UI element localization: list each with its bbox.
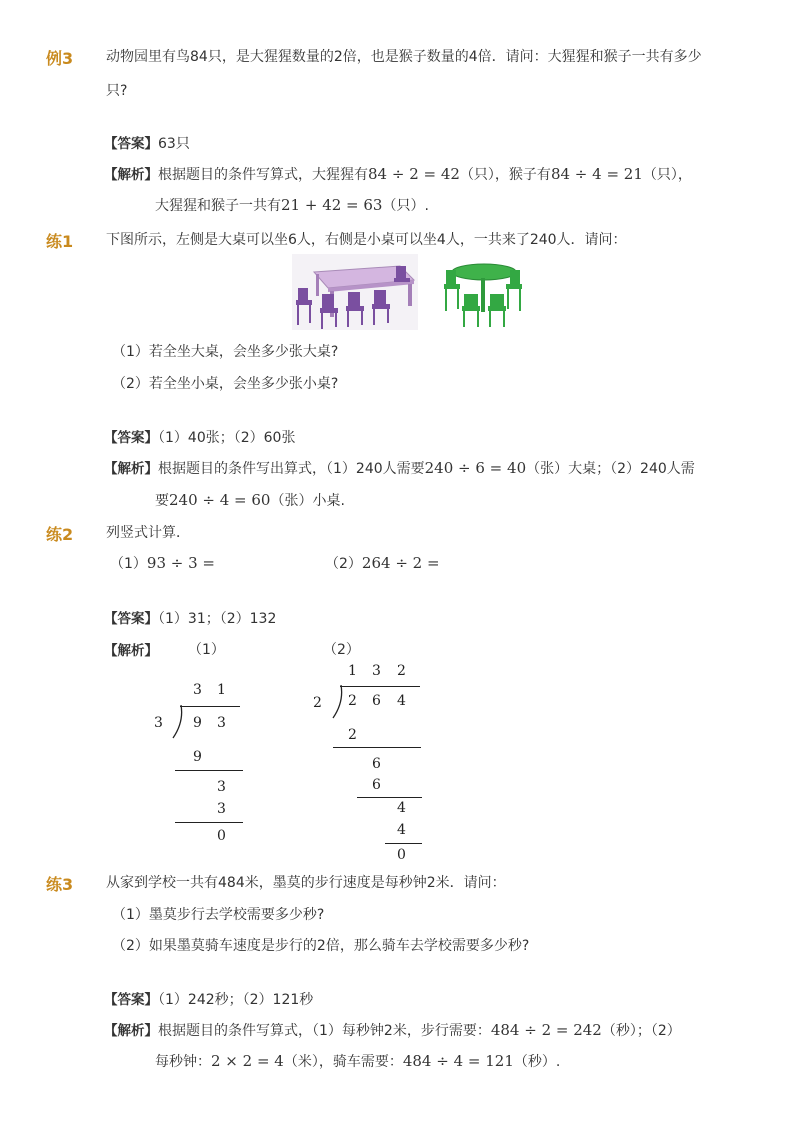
analysis-text: 要 [155,493,169,509]
practice-2-label: 练2 [46,525,74,544]
big-table-image [292,254,418,330]
division-2-label: （2） [323,642,360,658]
subtract-step-2: 3 [217,801,226,817]
practice-3-analysis-line2 [155,1051,560,1071]
divisor: 3 [154,715,163,731]
formula: 93 ÷ 3 = [146,554,215,572]
subtract-step-1: 9 [193,749,202,765]
analysis-tag: 【解析】 [104,1023,158,1039]
dividend-digit: 9 [193,715,202,731]
formula: 240 ÷ 4 = 60 [169,491,271,509]
subtraction-line [357,797,422,798]
example-3-analysis-line2 [155,195,429,215]
division-bracket [330,685,344,719]
small-table-image [440,254,528,330]
practice-2-answer [104,607,276,628]
practice-1-sub-question-2: （2）若全坐小桌，会坐多少张小桌? [112,376,339,392]
sub-question-index: （2） [325,556,362,572]
dividend-digit: 2 [348,693,357,709]
analysis-text: （张）小桌. [270,493,345,509]
analysis-text: 大猩猩和猴子一共有 [155,198,281,214]
practice-1-question: 下图所示，左侧是大桌可以坐6人，右侧是小桌可以坐4人，一共来了240人．请问： [106,232,627,248]
final-remainder: 0 [397,847,406,863]
practice-3-sub-question-1: （1）墨莫步行去学校需要多少秒? [112,907,325,923]
example-3-label: 例3 [46,49,74,68]
division-1-label: （1） [188,642,225,658]
analysis-text: （秒）；（2） [601,1023,681,1039]
practice-1-label: 练1 [46,232,74,251]
analysis-text: （米），骑车需要： [283,1054,403,1070]
quotient-digit: 1 [348,663,357,679]
quotient-digit: 3 [193,682,202,698]
subtraction-line [385,843,422,844]
example-3-question-line2: 只? [106,83,128,99]
example-3-analysis-line1 [104,163,692,184]
final-remainder: 0 [217,828,226,844]
practice-2-sub-question-1 [110,553,215,573]
division-bar [180,706,240,707]
answer-value: （1）31；（2）132 [158,611,277,627]
subtract-step-3: 4 [397,822,406,838]
analysis-tag: 【解析】 [104,167,158,183]
subtract-step-2: 6 [372,777,381,793]
formula: 21 + 42 = 63 [281,196,383,214]
division-bar [340,686,420,687]
answer-tag: 【答案】 [104,992,158,1008]
practice-3-answer [104,988,313,1009]
practice-1-answer [104,426,295,447]
analysis-text: 根据题目的条件写算式，（1）每秒钟2米，步行需要： [158,1023,491,1039]
answer-value: 63只 [158,136,190,152]
practice-1-analysis-line2 [155,490,345,510]
remainder-step-2: 4 [397,800,406,816]
practice-2-question: 列竖式计算． [106,525,190,541]
answer-value: （1）40张；（2）60张 [158,430,296,446]
practice-1-analysis-line1 [104,457,695,478]
formula: 484 ÷ 2 = 242 [490,1021,602,1039]
practice-3-label: 练3 [46,875,74,894]
subtraction-line [333,747,421,748]
example-3-answer [104,132,190,153]
analysis-tag: 【解析】 [104,461,158,477]
remainder-step-1: 6 [372,756,381,772]
analysis-text: 每秒钟： [155,1054,211,1070]
practice-3-sub-question-2: （2）如果墨莫骑车速度是步行的2倍，那么骑车去学校需要多少秒? [112,938,530,954]
formula: 240 ÷ 6 = 40 [424,459,527,477]
quotient-digit: 2 [397,663,406,679]
analysis-text: 根据题目的条件写出算式，（1）240人需要 [158,461,425,477]
answer-tag: 【答案】 [104,611,158,627]
divisor: 2 [313,695,322,711]
subtraction-line [175,770,243,771]
subtraction-line [175,822,243,823]
analysis-text: （只），猴子有 [459,167,551,183]
analysis-text: （秒）. [513,1054,561,1070]
formula: 84 ÷ 4 = 21 [550,165,643,183]
analysis-text: 根据题目的条件写算式，大猩猩有 [158,167,368,183]
formula: 264 ÷ 2 = [361,554,440,572]
analysis-text: （只）， [642,167,692,183]
answer-value: （1）242秒；（2）121秒 [158,992,314,1008]
practice-2-sub-question-2 [325,553,440,573]
quotient-digit: 1 [217,682,226,698]
practice-3-question: 从家到学校一共有484米，墨莫的步行速度是每秒钟2米．请问： [106,875,506,891]
answer-tag: 【答案】 [104,136,158,152]
formula: 84 ÷ 2 = 42 [368,165,460,183]
analysis-text: （张）大桌；（2）240人需 [526,461,695,477]
division-bracket [170,705,184,739]
analysis-text: （只）. [382,198,429,214]
formula: 2 × 2 = 4 [211,1052,284,1070]
subtract-step-1: 2 [348,727,357,743]
formula: 484 ÷ 4 = 121 [402,1052,514,1070]
quotient-digit: 3 [372,663,381,679]
practice-1-sub-question-1: （1）若全坐大桌，会坐多少张大桌? [112,344,339,360]
dividend-digit: 6 [372,693,381,709]
remainder-step-1: 3 [217,779,226,795]
dividend-digit: 3 [217,715,226,731]
sub-question-index: （1） [110,556,147,572]
answer-tag: 【答案】 [104,430,158,446]
dividend-digit: 4 [397,693,406,709]
example-3-question-line1: 动物园里有鸟84只，是大猩猩数量的2倍，也是猴子数量的4倍．请问：大猩猩和猴子一共有多少 [106,49,702,65]
practice-3-analysis-line1 [104,1019,681,1040]
practice-2-analysis-tag: 【解析】 [104,643,158,659]
